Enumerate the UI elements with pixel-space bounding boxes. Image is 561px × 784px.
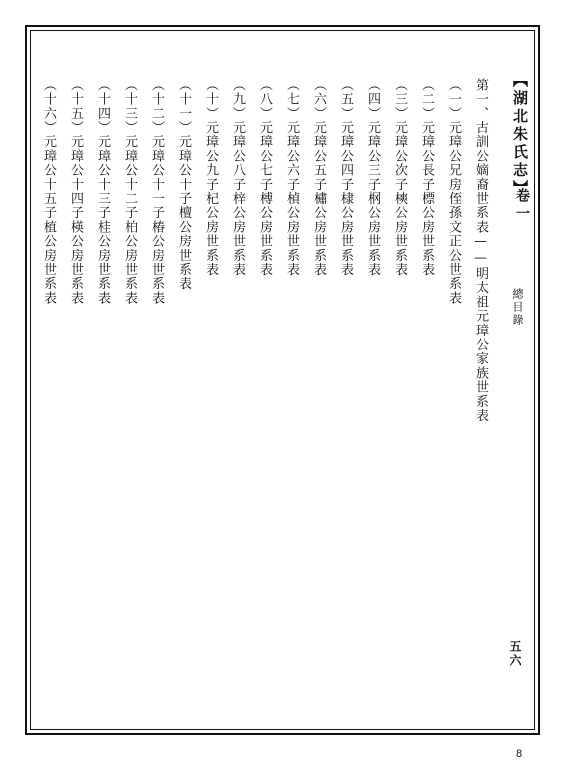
page-number: 五六: [508, 640, 522, 668]
toc-entry: （十一）元璋公十子檀公房世系表: [176, 78, 191, 291]
pdf-page-number: 8: [516, 748, 523, 760]
toc-entry: （四）元璋公三子㭎公房世系表: [365, 78, 380, 277]
section-label: 總目錄: [511, 288, 524, 327]
toc-entry: （八）元璋公七子榑公房世系表: [257, 78, 272, 277]
toc-entry: （二）元璋公長子標公房世系表: [419, 78, 434, 277]
volume-label: 卷一: [514, 188, 530, 224]
toc-entry: （九）元璋公八子梓公房世系表: [230, 78, 245, 277]
toc-entry: （七）元璋公六子楨公房世系表: [284, 78, 299, 277]
toc-entry: （十六）元璋公十五子植公房世系表: [41, 78, 56, 306]
toc-entry: （十三）元璋公十二子柏公房世系表: [122, 78, 137, 306]
book-title: 【湖北朱氏志】: [511, 72, 529, 198]
toc-entry: （十四）元璋公十三子桂公房世系表: [95, 78, 110, 306]
toc-entry: （三）元璋公次子樉公房世系表: [392, 78, 407, 277]
toc-entry: （十五）元璋公十四子楧公房世系表: [68, 78, 83, 306]
toc-entry: （一）元璋公兄房侄孫文正公世系表: [446, 78, 461, 306]
toc-entry: （十）元璋公九子杞公房世系表: [203, 78, 218, 277]
toc-entry: （五）元璋公四子棣公房世系表: [338, 78, 353, 277]
toc-entry: （六）元璋公五子橚公房世系表: [311, 78, 326, 277]
toc-entry: （十二）元璋公十一子椿公房世系表: [149, 78, 164, 306]
chapter-heading: 第一、古訓公嫡裔世系表——明太祖元璋公家族世系表: [473, 78, 488, 423]
